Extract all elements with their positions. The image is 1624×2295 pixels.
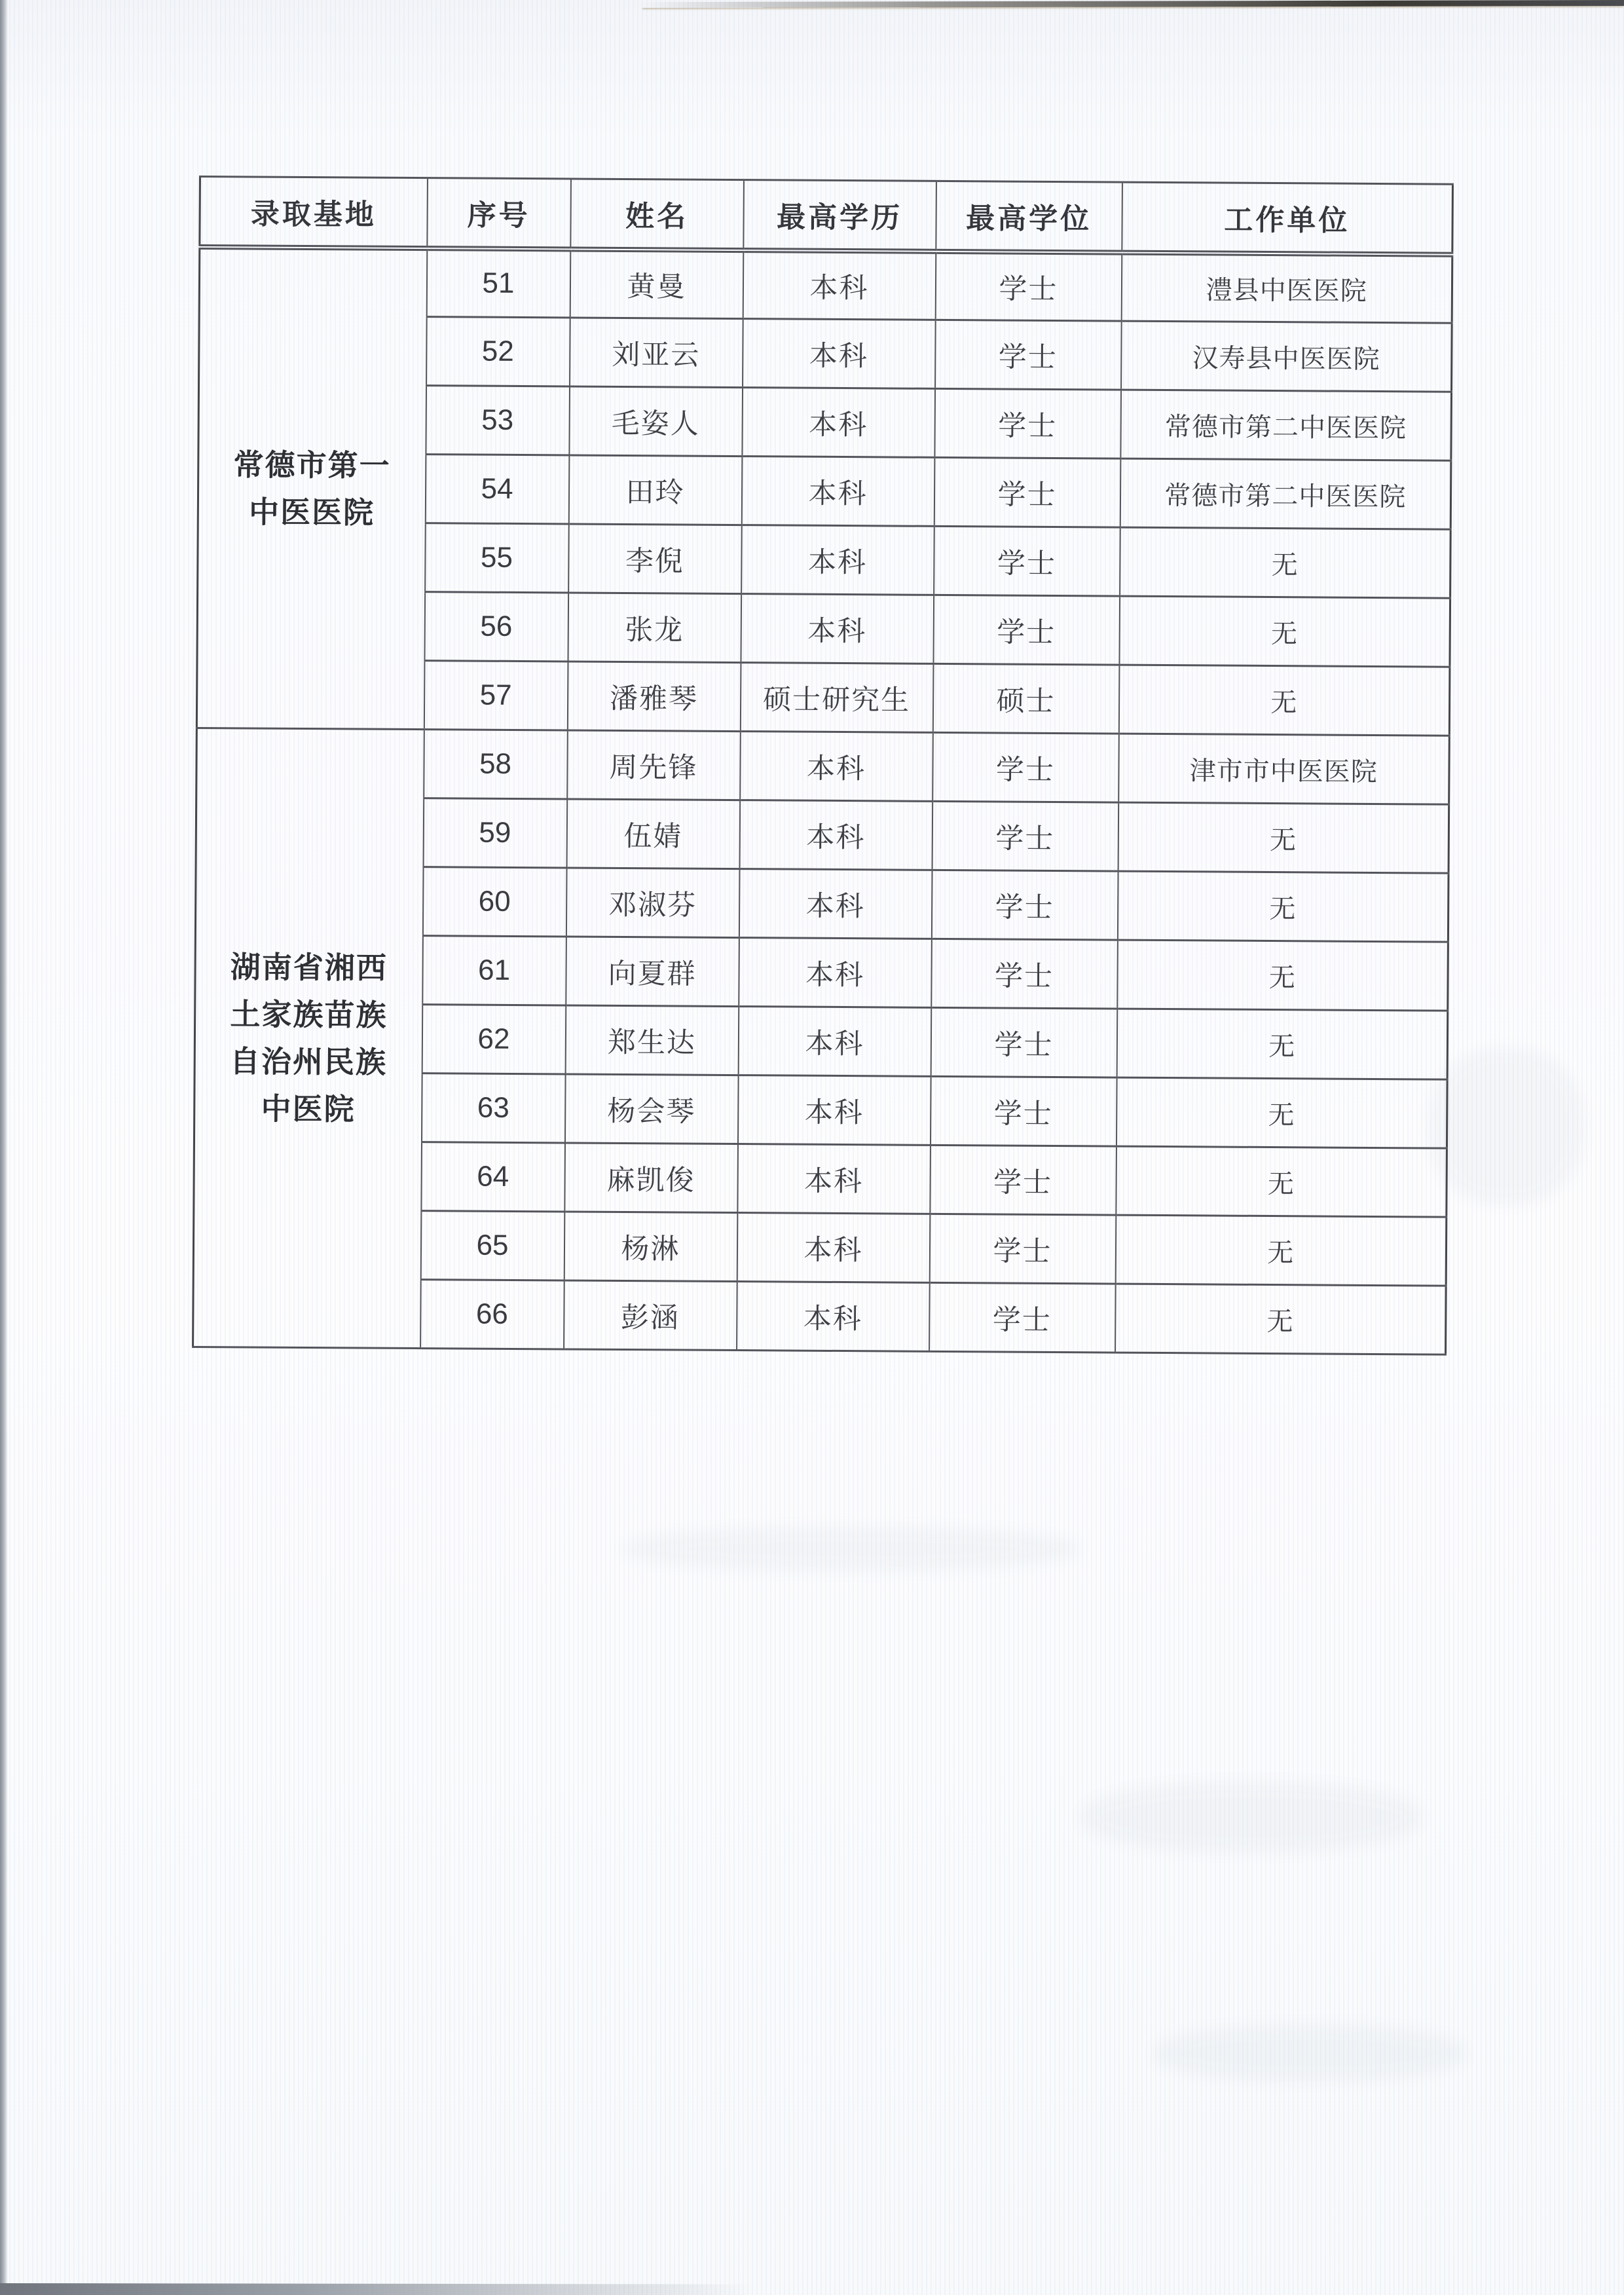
education-cell: 本科	[739, 869, 932, 939]
employer-cell: 澧县中医医院	[1121, 252, 1452, 323]
admission-base-cell	[196, 247, 426, 730]
degree-cell: 学士	[930, 1076, 1116, 1146]
degree-cell: 学士	[932, 732, 1119, 802]
name-cell: 郑生达	[565, 1005, 739, 1075]
serial-cell: 56	[424, 592, 568, 662]
degree-cell: 学士	[931, 870, 1118, 940]
education-cell: 本科	[738, 1007, 931, 1077]
employer-cell: 无	[1118, 665, 1450, 736]
education-cell: 硕士研究生	[740, 663, 933, 733]
education-cell: 本科	[739, 938, 932, 1008]
degree-cell: 学士	[934, 457, 1120, 527]
admission-base-line: 自治州民族	[229, 1044, 388, 1079]
name-cell: 麻凯俊	[564, 1143, 738, 1213]
scan-edge-bottom-artifact	[0, 2283, 753, 2295]
employer-cell: 无	[1116, 1009, 1448, 1079]
employer-cell: 无	[1117, 940, 1449, 1011]
serial-cell: 64	[421, 1142, 565, 1212]
table-row	[196, 728, 1450, 804]
admission-base-line: 湖南省湘西	[230, 950, 388, 985]
admission-base-line: 中医医院	[248, 494, 375, 530]
admission-table-body	[193, 247, 1452, 1355]
degree-cell: 学士	[934, 388, 1121, 458]
serial-cell: 59	[423, 798, 567, 868]
education-cell: 本科	[739, 800, 932, 870]
education-cell: 本科	[742, 388, 935, 458]
admission-table	[192, 176, 1454, 1356]
admission-base-line: 常德市第一	[233, 447, 391, 483]
name-cell: 刘亚云	[570, 318, 743, 388]
employer-cell: 无	[1119, 596, 1450, 667]
education-cell: 本科	[737, 1144, 931, 1214]
employer-cell: 津市市中医医院	[1118, 734, 1450, 804]
education-cell: 本科	[741, 457, 934, 527]
education-cell: 本科	[743, 250, 936, 320]
employer-cell: 无	[1115, 1284, 1447, 1354]
employer-cell: 无	[1120, 527, 1451, 598]
name-cell: 伍婧	[566, 799, 740, 869]
education-cell: 本科	[743, 319, 936, 389]
employer-cell: 常德市第二中医医院	[1120, 458, 1451, 529]
serial-cell: 57	[424, 661, 568, 730]
name-cell: 杨会琴	[564, 1074, 738, 1144]
serial-cell: 54	[425, 455, 569, 524]
serial-cell: 66	[420, 1280, 564, 1349]
serial-cell: 60	[422, 867, 566, 937]
column-header-highest-degree: 最高学位	[936, 181, 1122, 252]
column-header-serial-number: 序号	[427, 178, 571, 249]
bleed-through-artifact	[1153, 2024, 1467, 2083]
employer-cell: 无	[1116, 1077, 1447, 1148]
education-cell: 本科	[741, 525, 934, 595]
name-cell: 黄曼	[570, 249, 743, 319]
admission-base-cell	[193, 728, 424, 1348]
scan-edge-top-artifact	[642, 0, 1624, 8]
name-cell: 毛姿人	[569, 386, 743, 457]
serial-cell: 62	[422, 1005, 566, 1074]
degree-cell: 学士	[935, 320, 1122, 390]
education-cell: 本科	[741, 594, 934, 664]
employer-cell: 汉寿县中医医院	[1121, 321, 1452, 392]
serial-cell: 55	[425, 523, 569, 593]
employer-cell: 常德市第二中医医院	[1120, 390, 1452, 460]
degree-cell: 学士	[931, 1007, 1117, 1077]
name-cell: 彭涵	[564, 1280, 737, 1351]
name-cell: 潘雅琴	[567, 662, 741, 732]
name-cell: 李倪	[568, 524, 742, 594]
degree-cell: 学士	[931, 939, 1118, 1009]
degree-cell: 学士	[930, 1145, 1116, 1215]
column-header-highest-education: 最高学历	[743, 180, 936, 252]
scan-edge-left-artifact	[0, 0, 8, 2295]
name-cell: 周先锋	[567, 730, 741, 800]
name-cell: 邓淑芬	[566, 868, 739, 938]
education-cell: 本科	[737, 1075, 931, 1146]
degree-cell: 学士	[934, 526, 1120, 596]
column-header-work-unit: 工作单位	[1122, 182, 1453, 254]
degree-cell: 硕士	[932, 663, 1119, 734]
bleed-through-artifact	[622, 1526, 1080, 1572]
serial-cell: 61	[422, 936, 566, 1005]
degree-cell: 学士	[932, 801, 1118, 871]
name-cell: 向夏群	[566, 937, 739, 1007]
admission-base-line: 中医院	[261, 1091, 356, 1127]
degree-cell: 学士	[929, 1282, 1116, 1353]
education-cell: 本科	[737, 1282, 930, 1352]
serial-cell: 65	[420, 1211, 564, 1280]
name-cell: 田玲	[568, 455, 742, 525]
serial-cell: 63	[421, 1073, 565, 1143]
serial-cell: 51	[426, 248, 570, 318]
bleed-through-artifact	[1428, 1048, 1585, 1205]
education-cell: 本科	[740, 732, 933, 802]
employer-cell: 无	[1116, 1146, 1447, 1217]
degree-cell: 学士	[929, 1214, 1116, 1284]
employer-cell: 无	[1117, 871, 1449, 942]
degree-cell: 学士	[933, 595, 1120, 665]
name-cell: 张龙	[568, 593, 741, 663]
name-cell: 杨淋	[564, 1212, 737, 1282]
degree-cell: 学士	[935, 251, 1122, 321]
employer-cell: 无	[1118, 802, 1449, 873]
serial-cell: 53	[426, 386, 570, 455]
header-row	[200, 177, 1453, 255]
education-cell: 本科	[737, 1213, 930, 1283]
admission-table-header	[200, 177, 1453, 255]
admission-base-line: 土家族苗族	[230, 997, 388, 1032]
admission-table-wrap	[192, 176, 1452, 1356]
column-header-name: 姓名	[570, 179, 744, 250]
column-header-admission-base: 录取基地	[200, 177, 428, 248]
serial-cell: 58	[424, 730, 568, 799]
employer-cell: 无	[1115, 1215, 1447, 1286]
bleed-through-artifact	[1080, 1782, 1421, 1854]
table-row	[199, 247, 1452, 324]
serial-cell: 52	[426, 317, 570, 386]
